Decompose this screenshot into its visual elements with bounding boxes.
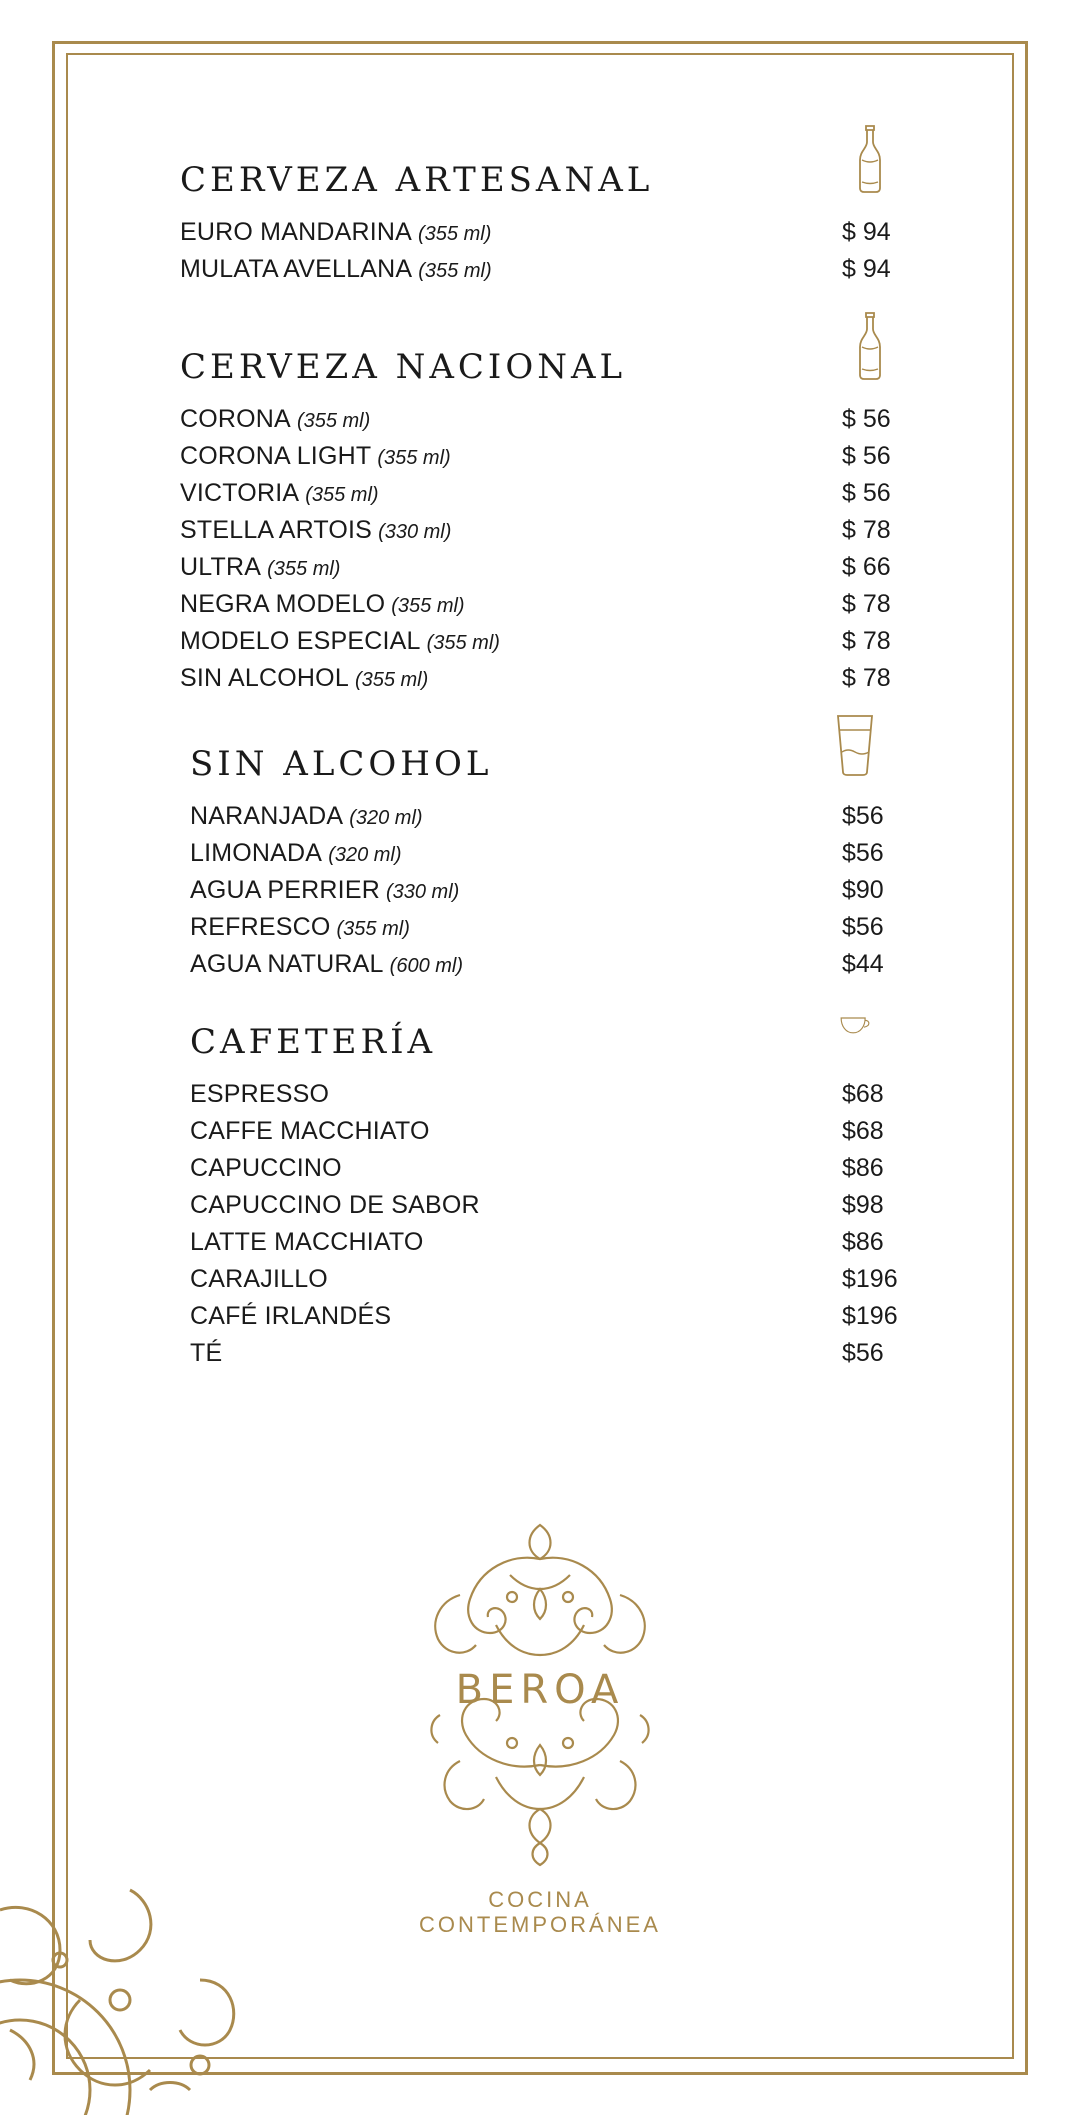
menu-item: CAFFE MACCHIATO $68	[190, 1113, 900, 1150]
item-price: $ 78	[842, 590, 891, 618]
menu-item: CAPUCCINO $86	[190, 1150, 900, 1187]
beer-bottle-icon	[840, 124, 900, 194]
item-price: $ 66	[842, 553, 891, 581]
item-price: $56	[842, 913, 884, 941]
menu-item: CORONA (355 ml) $ 56	[180, 401, 900, 438]
item-price: $98	[842, 1191, 884, 1219]
item-price: $196	[842, 1265, 898, 1293]
item-price: $ 94	[842, 255, 891, 283]
menu-item: ESPRESSO $68	[190, 1076, 900, 1113]
brand-name: BEROA	[455, 1667, 625, 1713]
item-price: $ 56	[842, 442, 891, 470]
item-price: $ 78	[842, 664, 891, 692]
brand-logo	[400, 1515, 680, 1895]
menu-item: SIN ALCOHOL (355 ml) $ 78	[180, 660, 900, 697]
item-price: $44	[842, 950, 884, 978]
menu-item: EURO MANDARINA (355 ml) $ 94	[180, 214, 900, 251]
item-price: $56	[842, 839, 884, 867]
menu-item: TÉ $56	[190, 1335, 900, 1372]
item-price: $56	[842, 802, 884, 830]
item-price: $ 78	[842, 516, 891, 544]
menu-item: VICTORIA (355 ml) $ 56	[180, 475, 900, 512]
item-price: $ 94	[842, 218, 891, 246]
section-cafeteria	[190, 1020, 900, 1372]
glass-icon	[826, 708, 886, 778]
item-price: $196	[842, 1302, 898, 1330]
item-price: $ 56	[842, 405, 891, 433]
coffee-cup-icon	[826, 1010, 886, 1050]
section-heading: CERVEZA NACIONAL	[180, 347, 627, 387]
item-price: $56	[842, 1339, 884, 1367]
menu-item: LIMONADA (320 ml) $56	[190, 835, 900, 872]
menu-item: MODELO ESPECIAL (355 ml) $ 78	[180, 623, 900, 660]
item-price: $86	[842, 1154, 884, 1182]
menu-item: CAFÉ IRLANDÉS $196	[190, 1298, 900, 1335]
corner-ornament-icon	[0, 1850, 250, 2115]
brand-tagline: COCINA CONTEMPORÁNEA	[419, 1887, 661, 1937]
item-price: $90	[842, 876, 884, 904]
menu-item: CORONA LIGHT (355 ml) $ 56	[180, 438, 900, 475]
section-heading: CERVEZA ARTESANAL	[180, 160, 654, 200]
item-price: $68	[842, 1117, 884, 1145]
menu-item: CARAJILLO $196	[190, 1261, 900, 1298]
menu-item: REFRESCO (355 ml) $56	[190, 909, 900, 946]
section-heading: SIN ALCOHOL	[190, 744, 493, 784]
item-price: $68	[842, 1080, 884, 1108]
section-sin-alcohol	[190, 742, 900, 983]
menu-item: NEGRA MODELO (355 ml) $ 78	[180, 586, 900, 623]
menu-item: AGUA PERRIER (330 ml) $90	[190, 872, 900, 909]
item-price: $86	[842, 1228, 884, 1256]
menu-item: CAPUCCINO DE SABOR $98	[190, 1187, 900, 1224]
section-heading: CAFETERÍA	[190, 1022, 437, 1062]
menu-item: NARANJADA (320 ml) $56	[190, 798, 900, 835]
menu-item: MULATA AVELLANA (355 ml) $ 94	[180, 251, 900, 288]
section-cerveza-nacional	[180, 345, 900, 697]
item-price: $ 78	[842, 627, 891, 655]
menu-item: ULTRA (355 ml) $ 66	[180, 549, 900, 586]
beer-bottle-icon	[840, 311, 900, 381]
menu-item: AGUA NATURAL (600 ml) $44	[190, 946, 900, 983]
menu-item: STELLA ARTOIS (330 ml) $ 78	[180, 512, 900, 549]
item-price: $ 56	[842, 479, 891, 507]
section-cerveza-artesanal	[180, 158, 900, 288]
menu-item: LATTE MACCHIATO $86	[190, 1224, 900, 1261]
